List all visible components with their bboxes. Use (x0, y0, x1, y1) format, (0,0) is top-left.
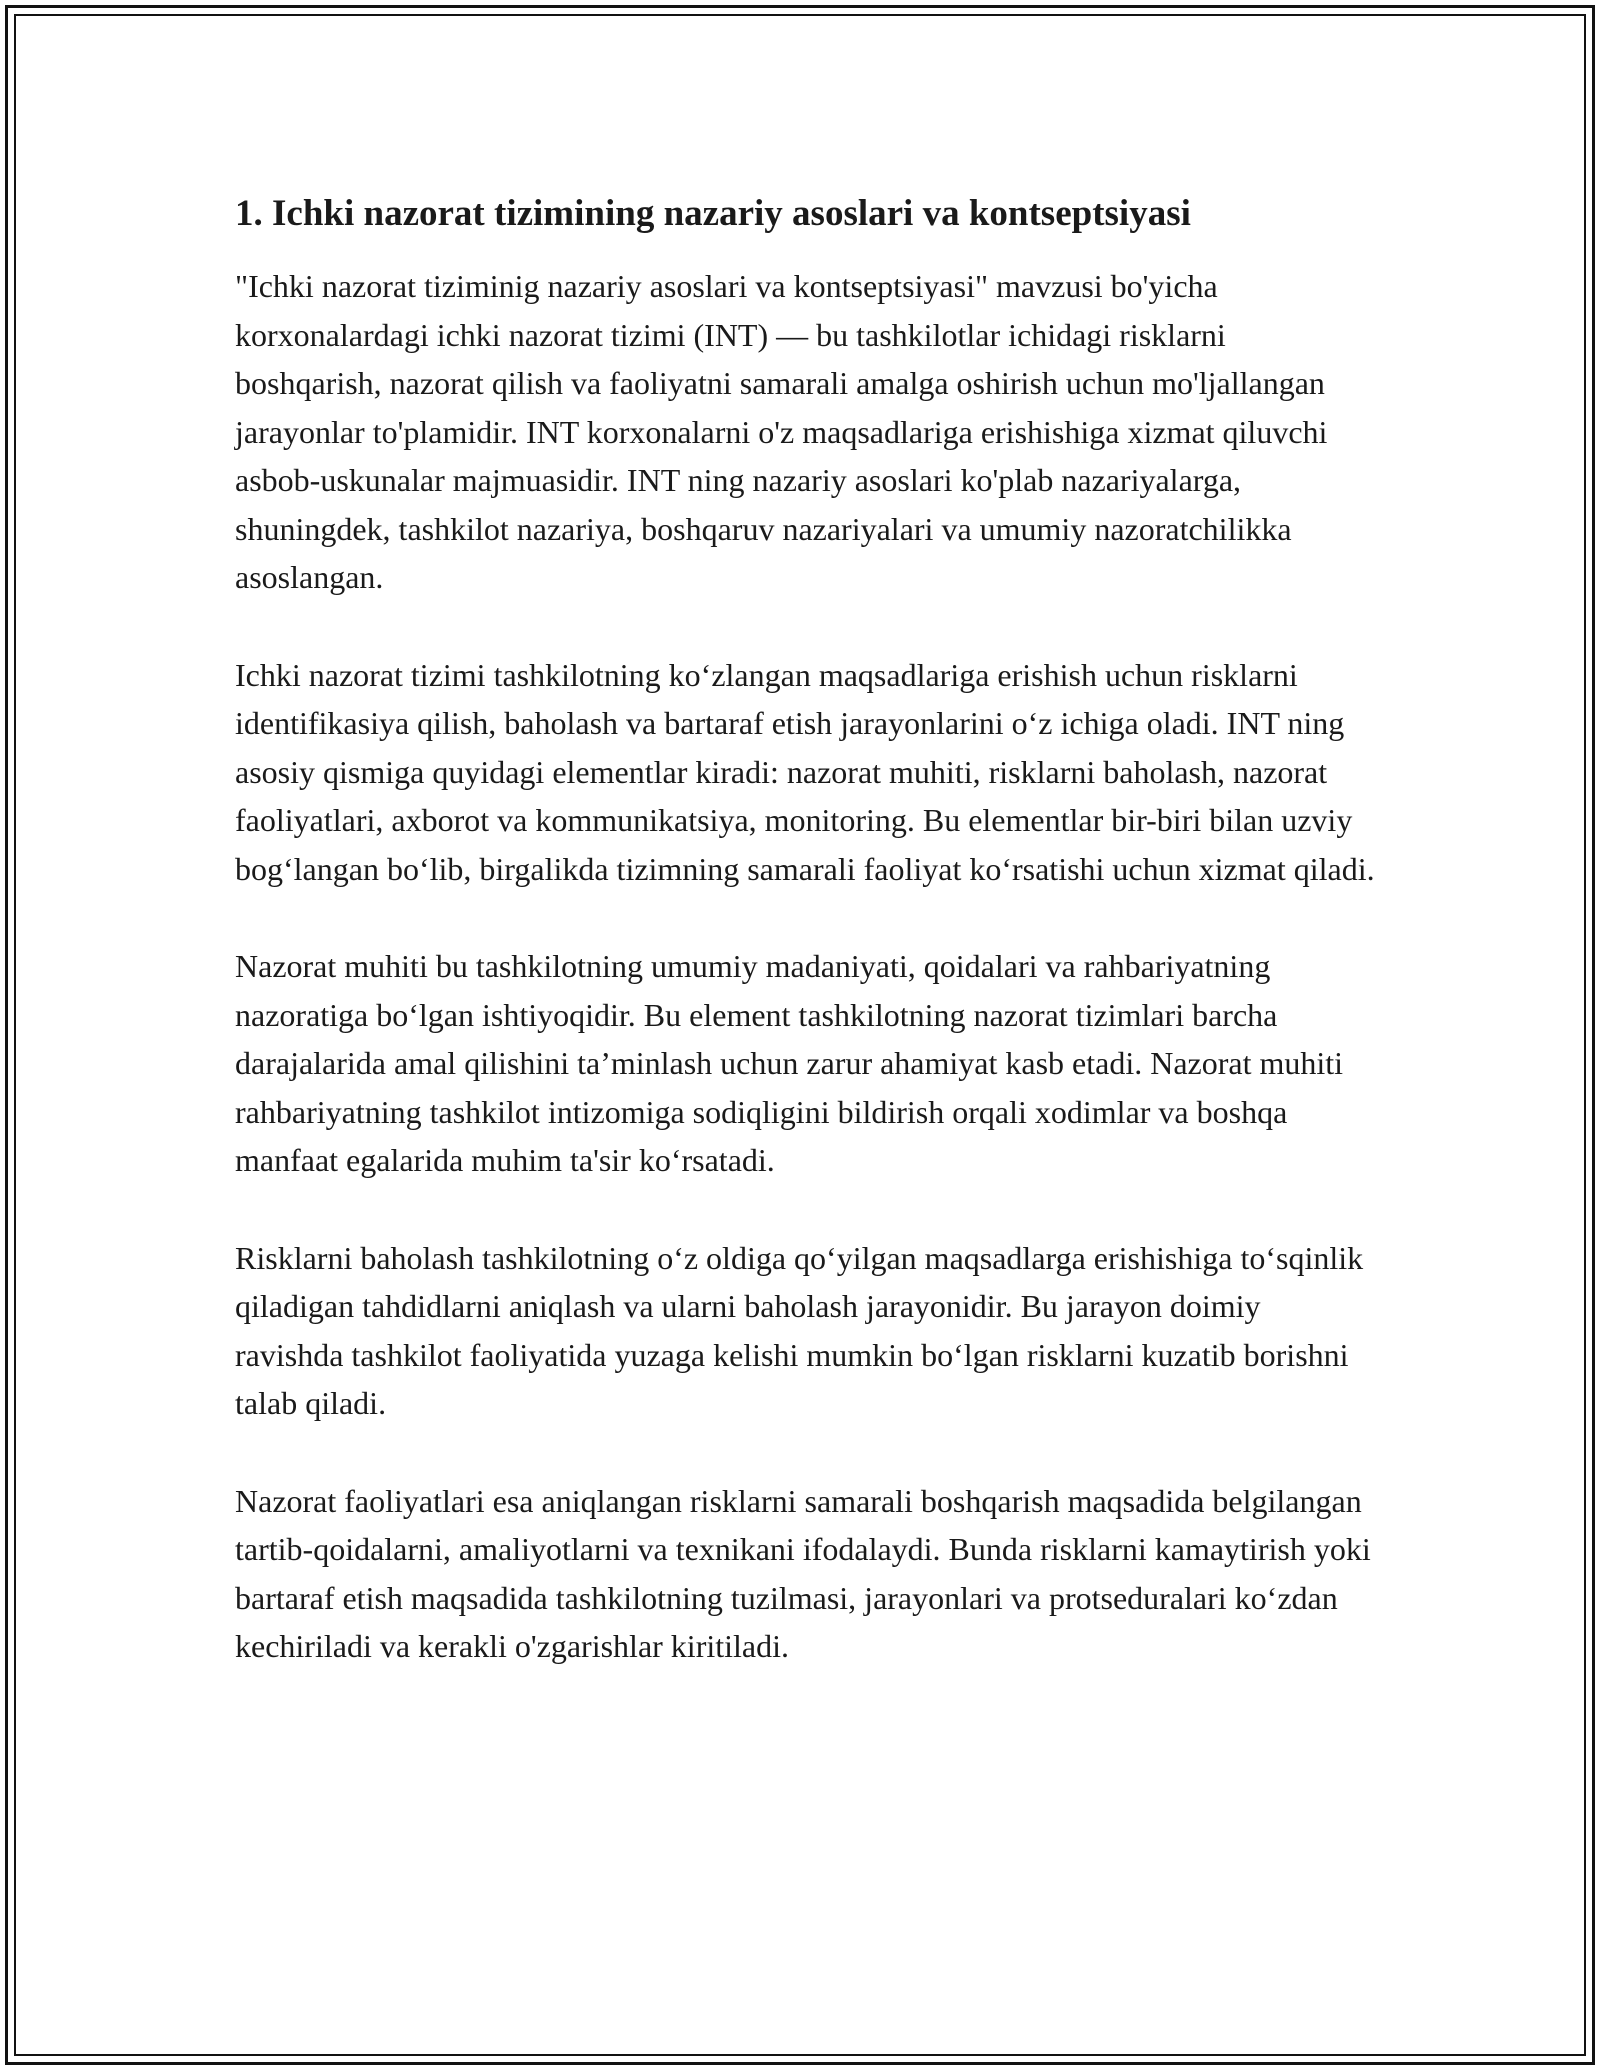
document-body (235, 186, 1375, 1720)
paragraph-elements: Ichki nazorat tizimi tashkilotning ko‘zlangan maqsadlariga erishish uchun risklarni identifikasiya qilish, baholash va bartaraf etish jarayonlarini o‘z ichiga oladi. INT ning asosiy qismiga quyidagi elementlar kiradi: nazorat muhiti, risklarni baholash, nazorat faoliyatlari, axborot va kommunikatsiya, monitoring. Bu elementlar bir-biri bilan uzviy bog‘langan bo‘lib, birgalikda tizimning samarali faoliyat ko‘rsatishi uchun xizmat qiladi. (235, 656, 1375, 887)
paragraph-intro: "Ichki nazorat tiziminig nazariy asoslari va kontseptsiyasi" mavzusi bo'yicha korxonalardagi ichki nazorat tizimi (INT) — bu tashkilotlar ichidagi risklarni boshqarish, nazorat qilish va faoliyatni samarali amalga oshirish uchun mo'ljallangan jarayonlar to'plamidir. INT korxonalarni o'z maqsadlariga erishishiga xizmat qiluvchi asbob-uskunalar majmuasidir. INT ning nazariy asoslari ko'plab nazariyalarga, shuningdek, tashkilot nazariya, boshqaruv nazariyalari va umumiy nazoratchilikka asoslangan. (235, 268, 1328, 595)
paragraph-control-environment: Nazorat muhiti bu tashkilotning umumiy madaniyati, qoidalari va rahbariyatning nazoratiga bo‘lgan ishtiyoqidir. Bu element tashkilotning nazorat tizimlari barcha darajalarida amal qilishini ta’minlash uchun zarur ahamiyat kasb etadi. Nazorat muhiti rahbariyatning tashkilot intizomiga sodiqligini bildirish orqali xodimlar va boshqa manfaat egalarida muhim ta'sir ko‘rsatadi. (235, 948, 1344, 1178)
section-heading: 1. Ichki nazorat tizimining nazariy asoslari va kontseptsiyasi (235, 193, 1191, 234)
paragraph-control-activities: Nazorat faoliyatlari esa aniqlangan risklarni samarali boshqarish maqsadida belgilangan tartib-qoidalarni, amaliyotlarni va texnikani ifodalaydi. Bunda risklarni kamaytirish yoki bartaraf etish maqsadida tashkilotning tuzilmasi, jarayonlari va protseduralari ko‘zdan kechiriladi va kerakli o'zgarishlar kiritiladi. (235, 1482, 1371, 1664)
paragraph-risk-assessment: Risklarni baholash tashkilotning o‘z oldiga qo‘yilgan maqsadlarga erishishiga to‘sqinlik qiladigan tahdidlarni aniqlash va ularni baholash jarayonidir. Bu jarayon doimiy ravishda tashkilot faoliyatida yuzaga kelishi mumkin bo‘lgan risklarni kuzatib borishni talab qiladi. (235, 1239, 1364, 1421)
